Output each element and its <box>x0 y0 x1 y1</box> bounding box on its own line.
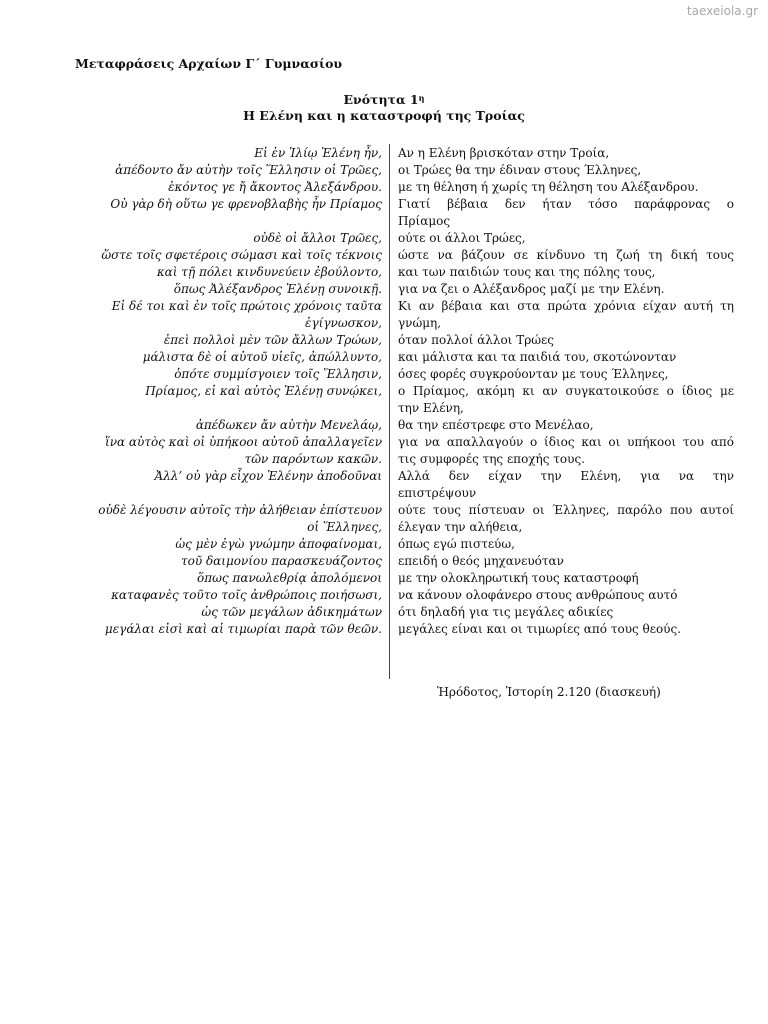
ancient-greek-text <box>75 553 382 570</box>
modern-greek-translation <box>398 196 734 230</box>
modern-greek-line: ούτε οι άλλοι Τρώες, <box>398 231 526 245</box>
ancient-greek-line <box>75 400 382 417</box>
ancient-greek-text <box>75 196 382 230</box>
modern-greek-translation <box>398 417 734 434</box>
ancient-greek-line: ἵνα αὐτὸς καὶ οἱ ὑπήκοοι αὐτοῦ ἀπαλλαγεῖεν <box>105 435 382 449</box>
modern-greek-translation <box>398 332 734 349</box>
unit-superscript: η <box>418 93 425 103</box>
ancient-greek-line: οὐδὲ οἱ ἄλλοι Τρῶες, <box>253 231 382 245</box>
title-block <box>0 92 768 124</box>
ancient-greek-text <box>75 162 382 179</box>
modern-greek-translation <box>398 570 734 587</box>
ancient-greek-line: ὡς τῶν μεγάλων ἀδικημάτων <box>201 605 382 619</box>
text-row <box>0 383 768 417</box>
text-row <box>0 587 768 604</box>
modern-greek-line: για να ζει ο Αλέξανδρος μαζί με την Ελένη. <box>398 282 665 296</box>
text-row <box>0 298 768 332</box>
ancient-greek-text <box>75 264 382 281</box>
ancient-greek-text <box>75 281 382 298</box>
text-title: Η Ελένη και η καταστροφή της Τροίας <box>243 108 525 123</box>
text-row <box>0 366 768 383</box>
text-row <box>0 434 768 468</box>
text-row <box>0 468 768 502</box>
text-row <box>0 536 768 553</box>
ancient-greek-line: ἑκόντος γε ἤ ἄκοντος Ἀλεξάνδρου. <box>168 180 382 194</box>
unit-heading <box>0 92 768 108</box>
text-row <box>0 332 768 349</box>
modern-greek-translation <box>398 145 734 162</box>
text-row <box>0 281 768 298</box>
column-divider <box>389 144 390 679</box>
ancient-greek-line: Πρίαμος, εἰ καὶ αὐτὸς Ἑλένῃ συνῴκει, <box>145 384 382 398</box>
ancient-greek-line: μάλιστα δὲ οἱ αὐτοῦ υἱεῖς, ἀπώλλυντο, <box>142 350 382 364</box>
ancient-greek-text <box>75 604 382 621</box>
text-row <box>0 502 768 536</box>
ancient-greek-line: Ἀλλ’ οὐ γὰρ εἶχον Ἑλένην ἀποδοῦναι <box>154 469 382 483</box>
modern-greek-line: επιστρέψουν <box>398 486 477 500</box>
ancient-greek-line: οὐδὲ λέγουσιν αὐτοῖς τὴν ἀλήθειαν ἐπίστευον <box>98 503 382 517</box>
modern-greek-translation <box>398 298 734 332</box>
modern-greek-line: για να απαλλαγούν ο ίδιος και οι υπήκοοι του από <box>398 435 734 449</box>
modern-greek-line: Αν η Ελένη βρισκόταν στην Τροία, <box>398 146 610 160</box>
text-row <box>0 621 768 638</box>
ancient-greek-text <box>75 179 382 196</box>
modern-greek-line: τις συμφορές της εποχής τους. <box>398 452 585 466</box>
ancient-greek-line <box>75 213 382 230</box>
modern-greek-line: έλεγαν την αλήθεια, <box>398 520 523 534</box>
modern-greek-translation <box>398 604 734 621</box>
modern-greek-line: όταν πολλοί άλλοι Τρώες <box>398 333 554 347</box>
ancient-greek-line: τοῦ δαιμονίου παρασκευάζοντος <box>180 554 382 568</box>
ancient-greek-text <box>75 332 382 349</box>
text-row <box>0 162 768 179</box>
text-row <box>0 145 768 162</box>
text-row <box>0 247 768 264</box>
unit-label: Ενότητα 1 <box>343 92 419 107</box>
ancient-greek-text <box>75 230 382 247</box>
modern-greek-translation <box>398 502 734 536</box>
modern-greek-translation <box>398 553 734 570</box>
text-row <box>0 570 768 587</box>
ancient-greek-text <box>75 298 382 332</box>
modern-greek-line: επειδή ο θεός μηχανευόταν <box>398 554 564 568</box>
ancient-greek-text <box>75 434 382 468</box>
document-header: Μεταφράσεις Αρχαίων Γ΄ Γυμνασίου <box>75 56 343 71</box>
modern-greek-line: ώστε να βάζουν σε κίνδυνο τη ζωή τη δική τους <box>398 248 734 262</box>
ancient-greek-line: τῶν παρόντων κακῶν. <box>244 452 382 466</box>
ancient-greek-line: μεγάλαι εἰσὶ καὶ αἱ τιμωρίαι παρὰ τῶν θεῶν. <box>104 622 382 636</box>
modern-greek-line: Πρίαμος <box>398 214 451 228</box>
ancient-greek-line <box>75 485 382 502</box>
ancient-greek-text <box>75 247 382 264</box>
modern-greek-line: ο Πρίαμος, ακόμη κι αν συγκατοικούσε ο ίδιος με <box>398 384 734 398</box>
modern-greek-line: να κάνουν ολοφάνερο στους ανθρώπους αυτό <box>398 588 678 602</box>
ancient-greek-text <box>75 417 382 434</box>
text-row <box>0 417 768 434</box>
modern-greek-translation <box>398 230 734 247</box>
modern-greek-line: οι Τρώες θα την έδιναν στους Έλληνες, <box>398 163 642 177</box>
modern-greek-line: την Ελένη, <box>398 401 464 415</box>
modern-greek-translation <box>398 264 734 281</box>
modern-greek-translation <box>398 162 734 179</box>
modern-greek-line: με την ολοκληρωτική τους καταστροφή <box>398 571 639 585</box>
modern-greek-translation <box>398 366 734 383</box>
modern-greek-line: θα την επέστρεφε στο Μενέλαο, <box>398 418 594 432</box>
text-row <box>0 349 768 366</box>
ancient-greek-text <box>75 366 382 383</box>
ancient-greek-line: Εἰ δέ τοι καὶ ἐν τοῖς πρώτοις χρόνοις ταῦτα <box>111 299 382 313</box>
ancient-greek-line: ὡς μὲν ἐγὼ γνώμην ἀποφαίνομαι, <box>175 537 382 551</box>
ancient-greek-line: ἐπεὶ πολλοὶ μὲν τῶν ἄλλων Τρώων, <box>163 333 382 347</box>
ancient-greek-text <box>75 502 382 536</box>
modern-greek-line: ούτε τους πίστευαν οι Έλληνες, παρόλο που αυτοί <box>398 503 734 517</box>
text-row <box>0 230 768 247</box>
modern-greek-line: Αλλά δεν είχαν την Ελένη, για να την <box>398 469 734 483</box>
ancient-greek-line: ὁπότε συμμίσγοιεν τοῖς Ἕλλησιν, <box>174 367 382 381</box>
ancient-greek-text <box>75 587 382 604</box>
ancient-greek-line: καὶ τῇ πόλει κινδυνεύειν ἐβούλοντο, <box>156 265 382 279</box>
text-row <box>0 264 768 281</box>
ancient-greek-line: ὅπως Ἀλέξανδρος Ἑλένῃ συνοικῇ. <box>173 282 382 296</box>
modern-greek-line: όπως εγώ πιστεύω, <box>398 537 515 551</box>
ancient-greek-line: οἱ Ἕλληνες, <box>307 520 382 534</box>
modern-greek-line: ότι δηλαδή για τις μεγάλες αδικίες <box>398 605 614 619</box>
modern-greek-translation <box>398 281 734 298</box>
modern-greek-line: και των παιδιών τους και της πόλης τους, <box>398 265 656 279</box>
ancient-greek-text <box>75 570 382 587</box>
watermark: taexeiola.gr <box>686 4 758 18</box>
modern-greek-line: μεγάλες είναι και οι τιμωρίες από τους θεούς. <box>398 622 682 636</box>
modern-greek-translation <box>398 536 734 553</box>
ancient-greek-text <box>75 383 382 417</box>
parallel-text <box>0 145 768 638</box>
ancient-greek-line: ἀπέδωκεν ἄν αὐτὴν Μενελάῳ, <box>195 418 382 432</box>
ancient-greek-line: καταφανὲς τοῦτο τοῖς ἀνθρώποις ποιήσωσι, <box>111 588 382 602</box>
modern-greek-line: Κι αν βέβαια και στα πρώτα χρόνια είχαν αυτή τη <box>398 299 734 313</box>
text-row <box>0 179 768 196</box>
modern-greek-translation <box>398 247 734 264</box>
ancient-greek-text <box>75 468 382 502</box>
modern-greek-translation <box>398 468 734 502</box>
ancient-greek-line: ὥστε τοῖς σφετέροις σώμασι καὶ τοῖς τέκνοις <box>101 248 382 262</box>
ancient-greek-line: Εἰ ἐν Ἰλίῳ Ἑλένη ἦν, <box>254 146 382 160</box>
text-row <box>0 604 768 621</box>
modern-greek-translation <box>398 434 734 468</box>
modern-greek-translation <box>398 383 734 417</box>
ancient-greek-line: ἐγίγνωσκον, <box>305 316 382 330</box>
ancient-greek-line: Οὐ γὰρ δὴ οὕτω γε φρενοβλαβὴς ἦν Πρίαμος <box>110 197 382 211</box>
modern-greek-line: Γιατί βέβαια δεν ήταν τόσο παράφρονας ο <box>398 197 734 211</box>
text-row <box>0 553 768 570</box>
ancient-greek-text <box>75 621 382 638</box>
modern-greek-translation <box>398 179 734 196</box>
modern-greek-translation <box>398 621 734 638</box>
modern-greek-line: και μάλιστα και τα παιδιά του, σκοτώνονταν <box>398 350 677 364</box>
source-citation: Ἡρόδοτος, Ἱστορίη 2.120 (διασκευή) <box>437 685 661 699</box>
ancient-greek-text <box>75 145 382 162</box>
modern-greek-line: όσες φορές συγκρούονταν με τους Έλληνες, <box>398 367 669 381</box>
modern-greek-translation <box>398 587 734 604</box>
modern-greek-line: γνώμη, <box>398 316 442 330</box>
modern-greek-line: με τη θέληση ή χωρίς τη θέληση του Αλέξανδρου. <box>398 180 699 194</box>
ancient-greek-text <box>75 536 382 553</box>
modern-greek-translation <box>398 349 734 366</box>
ancient-greek-text <box>75 349 382 366</box>
text-rows <box>0 145 768 638</box>
ancient-greek-line: ὅπως πανωλεθρίᾳ ἀπολόμενοι <box>197 571 382 585</box>
text-row <box>0 196 768 230</box>
ancient-greek-line: ἀπέδοντο ἄν αὐτὴν τοῖς Ἕλλησιν οἱ Τρῶες, <box>115 163 382 177</box>
